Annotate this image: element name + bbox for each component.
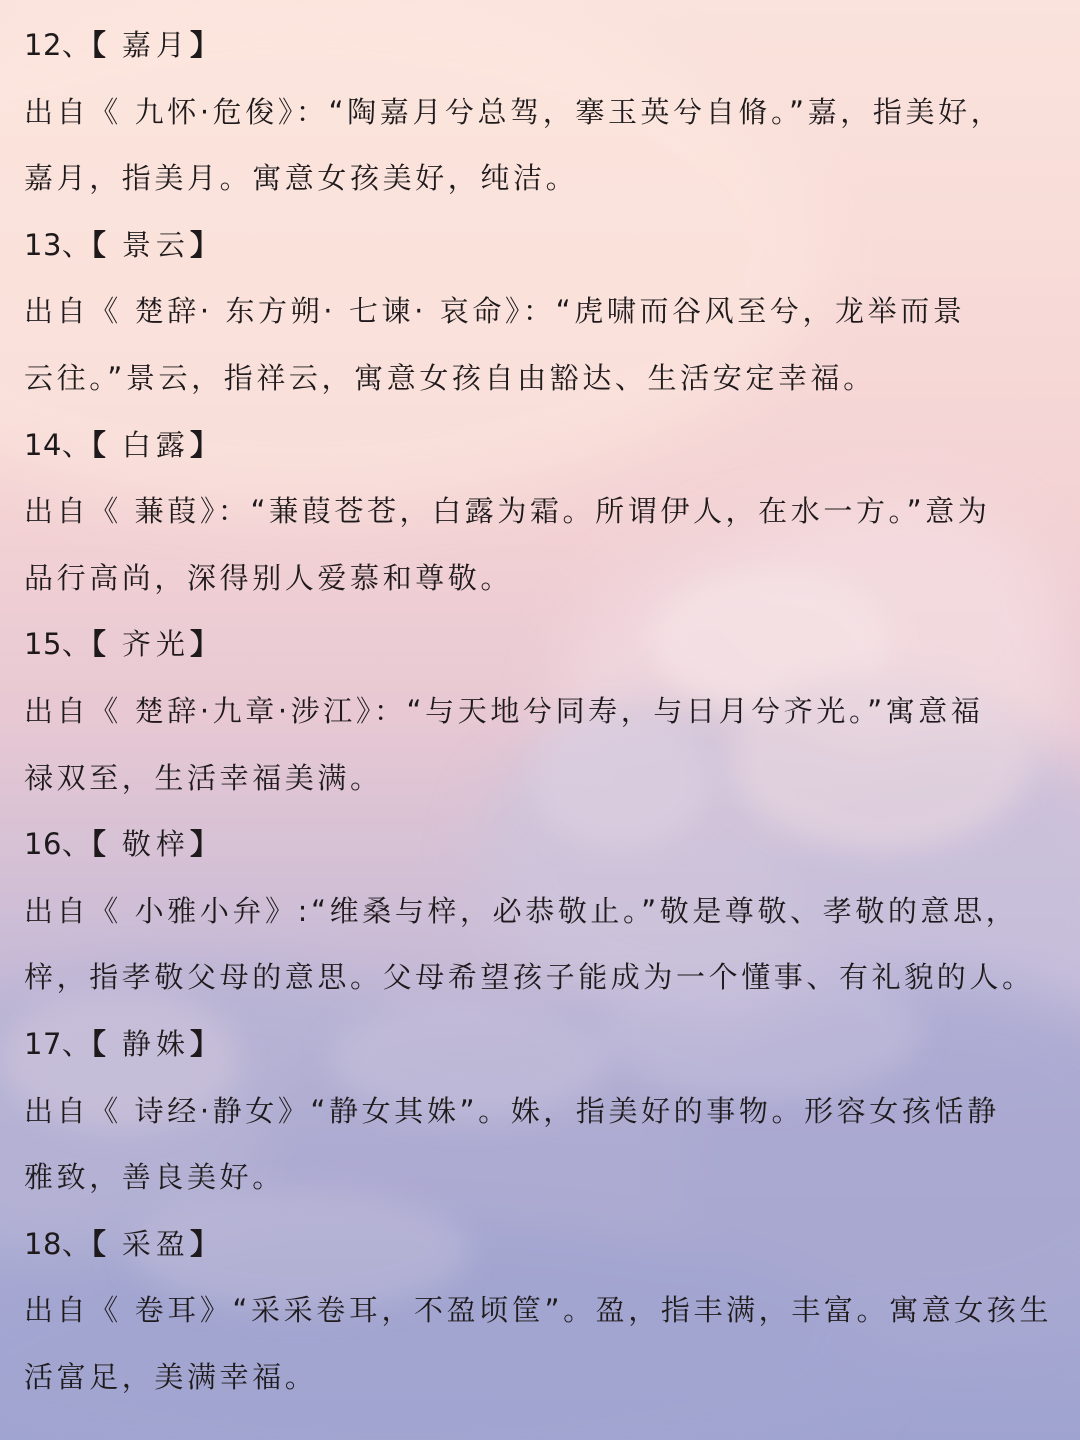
entry-name: 采盈 [121, 1226, 190, 1261]
entry-name: 白露 [121, 427, 190, 462]
entry-heading [24, 611, 1064, 678]
entry-number: 18、 [24, 1226, 92, 1261]
bracket-open: 【 [91, 1026, 108, 1061]
bracket-close: 】 [189, 227, 221, 262]
entry-description-line: 出自《 卷耳》“采采卷耳，不盈顷筐”。盈，指丰满，丰富。寓意女孩生 [24, 1293, 1053, 1328]
entry-description-line: 活富足，美满幸福。 [24, 1359, 318, 1394]
bracket-open: 【 [91, 1226, 108, 1261]
entry-description-line: 嘉月，指美月。寓意女孩美好，纯洁。 [24, 161, 579, 196]
entry-description-line: 禄双至，生活幸福美满。 [24, 760, 383, 795]
name-entry [24, 12, 1064, 212]
bracket-close: 】 [189, 1226, 221, 1261]
entry-description-line: 出自《 诗经·静女》“静女其姝”。姝，指美好的事物。形容女孩恬静 [24, 1093, 1000, 1128]
entry-name: 静姝 [121, 1026, 190, 1061]
bracket-close: 】 [189, 28, 221, 62]
entry-heading [24, 811, 1064, 878]
bracket-close: 】 [189, 827, 221, 862]
bracket-close: 】 [189, 627, 221, 662]
entry-number: 16、 [24, 827, 92, 862]
name-entry [24, 811, 1064, 1011]
bracket-open: 【 [91, 827, 108, 862]
entry-name: 齐光 [121, 627, 190, 662]
entry-heading [24, 212, 1064, 279]
name-entry [24, 412, 1064, 612]
entry-description-line: 出自《 楚辞· 东方朔· 七谏· 哀命》：“虎啸而谷风至兮，龙举而景 [24, 294, 966, 329]
entry-heading [24, 412, 1064, 479]
entry-description-line: 出自《 楚辞·九章·涉江》：“与天地兮同寿，与日月兮齐光。”寓意福 [24, 693, 984, 728]
entry-description-line: 品行高尚，深得别人爱慕和尊敬。 [24, 560, 514, 595]
entry-heading [24, 12, 1064, 79]
entry-heading [24, 1211, 1064, 1278]
entry-number: 15、 [24, 627, 92, 662]
bracket-open: 【 [91, 227, 108, 262]
entry-name: 嘉月 [121, 28, 190, 62]
entry-description-line: 出自《 蒹葭》：“蒹葭苍苍，白露为霜。所谓伊人，在水一方。”意为 [24, 494, 991, 529]
entry-name: 敬梓 [121, 827, 190, 862]
name-entry [24, 1011, 1064, 1211]
name-entry [24, 212, 1064, 412]
bracket-close: 】 [189, 1026, 221, 1061]
entry-number: 17、 [24, 1026, 92, 1061]
name-entry [24, 1211, 1064, 1411]
entry-description-line: 出自《 小雅小弁》:“维桑与梓，必恭敬止。”敬是尊敬、孝敬的意思， [24, 893, 1019, 928]
entry-description-line: 雅致，善良美好。 [24, 1160, 285, 1195]
entry-number: 14、 [24, 427, 92, 462]
entry-name: 景云 [121, 227, 190, 262]
article-body [24, 12, 1064, 1410]
bracket-open: 【 [91, 28, 108, 62]
entry-heading [24, 1011, 1064, 1078]
entry-description-line: 梓，指孝敬父母的意思。父母希望孩子能成为一个懂事、有礼貌的人。 [24, 960, 1035, 995]
entry-number: 13、 [24, 227, 92, 262]
entry-description-line: 出自《 九怀·危俊》：“陶嘉月兮总驾，搴玉英兮自脩。”嘉，指美好， [24, 94, 1004, 129]
name-entry [24, 611, 1064, 811]
entry-description-line: 云往。”景云，指祥云，寓意女孩自由豁达、生活安定幸福。 [24, 360, 876, 395]
bracket-close: 】 [189, 427, 221, 462]
bracket-open: 【 [91, 627, 108, 662]
bracket-open: 【 [91, 427, 108, 462]
entry-number: 12、 [24, 28, 92, 62]
